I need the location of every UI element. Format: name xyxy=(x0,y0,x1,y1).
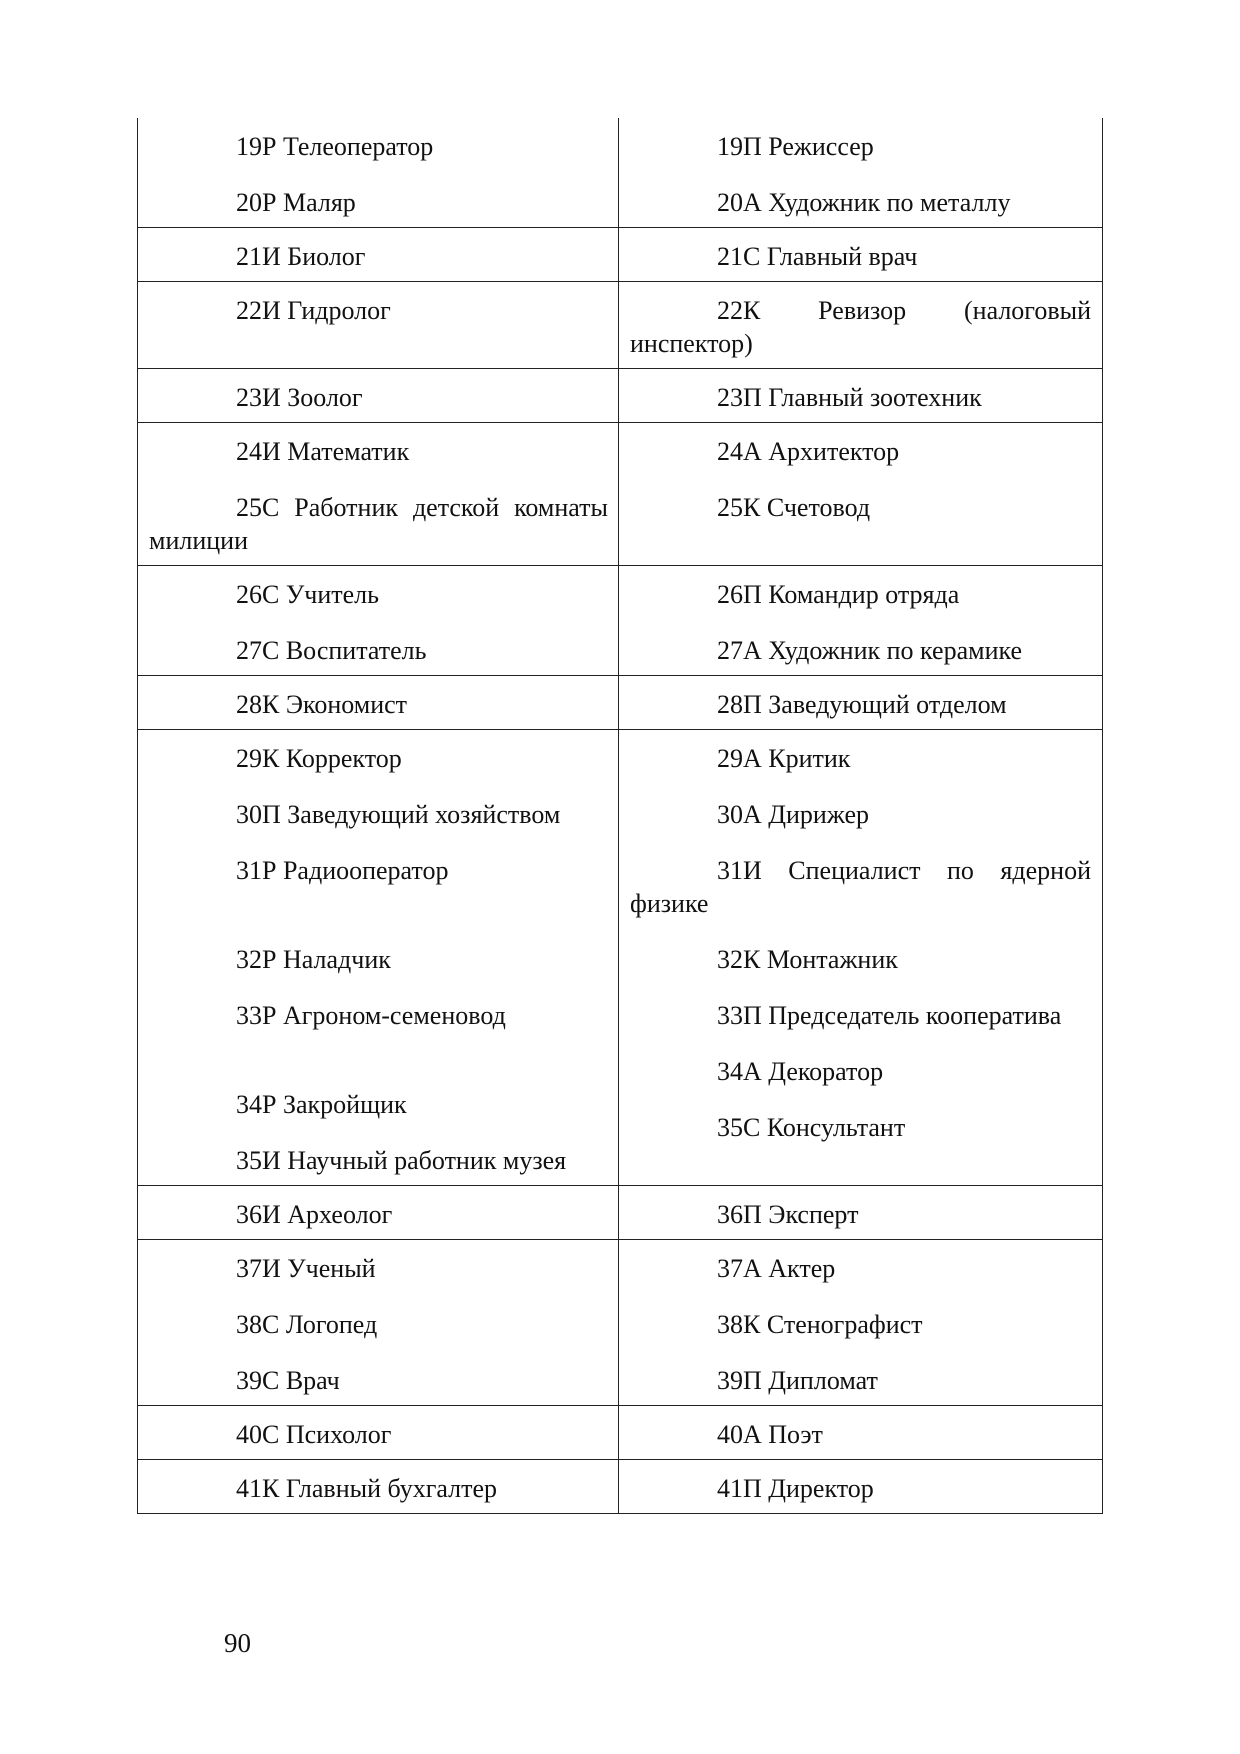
right-column-cell xyxy=(619,282,1101,368)
right-item: 19П Режиссер xyxy=(717,132,874,161)
left-column-cell xyxy=(138,730,619,1185)
left-item: 21И Биолог xyxy=(236,242,366,271)
right-column-cell xyxy=(619,566,1101,675)
table-row-block xyxy=(138,227,1102,281)
table-row-block xyxy=(138,729,1102,1185)
left-column-cell xyxy=(138,566,619,675)
right-item: 30А Дирижер xyxy=(717,800,870,829)
right-column-cell xyxy=(619,1406,1101,1459)
left-column-cell xyxy=(138,423,619,565)
right-item: 41П Директор xyxy=(717,1474,874,1503)
table-row-block xyxy=(138,1239,1102,1405)
table-row-block xyxy=(138,368,1102,422)
left-item: 23И Зоолог xyxy=(236,383,363,412)
table-row-block xyxy=(138,675,1102,729)
left-column-cell xyxy=(138,1406,619,1459)
right-item: 22К Ревизор (налоговый инспектор) xyxy=(630,296,1091,358)
right-item: 35С Консультант xyxy=(717,1113,906,1142)
right-column-cell xyxy=(619,369,1101,422)
table-row-block xyxy=(138,422,1102,565)
left-item: 24И Математик xyxy=(236,437,410,466)
left-item: 25С Работник детской комнаты милиции xyxy=(149,493,608,555)
left-item: 31Р Радиооператор xyxy=(236,856,449,885)
left-item: 38С Логопед xyxy=(236,1310,378,1339)
right-item: 39П Дипломат xyxy=(717,1366,878,1395)
right-item: 27А Художник по керамике xyxy=(717,636,1023,665)
right-item: 38К Стенографист xyxy=(717,1310,923,1339)
left-item: 40С Психолог xyxy=(236,1420,392,1449)
right-item: 37А Актер xyxy=(717,1254,836,1283)
right-item: 32К Монтажник xyxy=(717,945,898,974)
left-item: 34Р Закройщик xyxy=(236,1090,407,1119)
right-item: 24А Архитектор xyxy=(717,437,900,466)
left-column-cell xyxy=(138,369,619,422)
left-item: 26С Учитель xyxy=(236,580,379,609)
table-row-block xyxy=(138,1459,1102,1513)
right-item: 26П Командир отряда xyxy=(717,580,960,609)
right-column-cell xyxy=(619,1460,1101,1513)
left-column-cell xyxy=(138,1240,619,1405)
right-item: 25К Счетовод xyxy=(717,493,871,522)
right-item: 28П Заведующий отделом xyxy=(717,690,1007,719)
left-item: 29К Корректор xyxy=(236,744,402,773)
right-column-cell xyxy=(619,423,1101,565)
right-column-cell xyxy=(619,1186,1101,1239)
right-column-cell xyxy=(619,1240,1101,1405)
left-column-cell xyxy=(138,676,619,729)
left-item: 19Р Телеоператор xyxy=(236,132,434,161)
table-row-block xyxy=(138,281,1102,368)
left-item: 36И Археолог xyxy=(236,1200,393,1229)
right-column-cell xyxy=(619,118,1101,227)
right-column-cell xyxy=(619,730,1101,1185)
left-item: 35И Научный работник музея xyxy=(236,1146,567,1175)
table-row-block xyxy=(138,1405,1102,1459)
left-item: 22И Гидролог xyxy=(236,296,391,325)
left-column-cell xyxy=(138,228,619,281)
left-item: 28К Экономист xyxy=(236,690,408,719)
left-item: 37И Ученый xyxy=(236,1254,376,1283)
left-column-cell xyxy=(138,282,619,368)
profession-table xyxy=(137,118,1103,1514)
table-row-block xyxy=(138,1185,1102,1239)
right-item: 33П Председатель кооператива xyxy=(717,1001,1062,1030)
right-item: 36П Эксперт xyxy=(717,1200,859,1229)
left-item: 33Р Агроном-семеновод xyxy=(236,1001,506,1030)
right-item: 40А Поэт xyxy=(717,1420,823,1449)
left-item: 41К Главный бухгалтер xyxy=(236,1474,498,1503)
left-item: 30П Заведующий хозяйством xyxy=(236,800,561,829)
table-row-block xyxy=(138,565,1102,675)
right-item: 29А Критик xyxy=(717,744,851,773)
page-number: 90 xyxy=(224,1628,251,1658)
right-item: 21С Главный врач xyxy=(717,242,918,271)
table-row-block xyxy=(138,118,1102,227)
left-column-cell xyxy=(138,1186,619,1239)
left-column-cell xyxy=(138,1460,619,1513)
right-item: 31И Специалист по ядерной физике xyxy=(630,856,1091,918)
left-item: 39С Врач xyxy=(236,1366,340,1395)
right-item: 23П Главный зоотехник xyxy=(717,383,982,412)
left-item: 27С Воспитатель xyxy=(236,636,427,665)
left-column-cell xyxy=(138,118,619,227)
left-item: 32Р Наладчик xyxy=(236,945,391,974)
right-column-cell xyxy=(619,676,1101,729)
right-item: 34А Декоратор xyxy=(717,1057,884,1086)
right-item: 20А Художник по металлу xyxy=(717,188,1011,217)
left-item: 20Р Маляр xyxy=(236,188,356,217)
right-column-cell xyxy=(619,228,1101,281)
